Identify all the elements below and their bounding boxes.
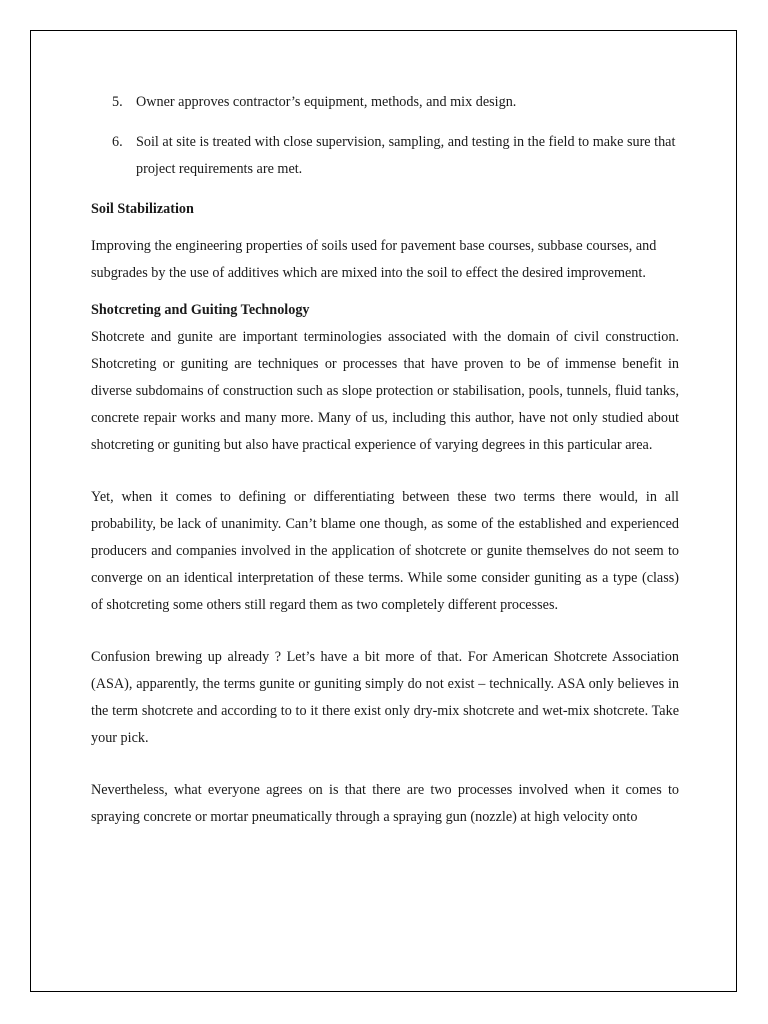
paragraph-shotcrete-intro: Shotcrete and gunite are important terminologies associated with the domain of civil construction. Shotcreting or guniting are techniques or processes that have proven to be of immense benefit in diverse subdomains of construction such as slope protection or stabilisation, pools, tunnels, fluid tanks, concrete repair works and many more. Many of us, including this author, have not only studied about shotcreting or guniting but also have practical experience of varying degrees in this particular area.	[91, 329, 679, 453]
paragraph-asa: Confusion brewing up already ? Let’s have a bit more of that. For American Shotcrete Association (ASA), apparently, the terms gunite or guniting simply do not exist – technically. ASA only believes in the term shotcrete and according to to it there exist only dry-mix shotcrete and wet-mix shotcrete. Take your pick.	[91, 649, 679, 746]
section-heading-shotcreting: Shotcreting and Guiting Technology	[91, 302, 310, 318]
list-item-text: Owner approves contractor’s equipment, methods, and mix design.	[136, 94, 517, 110]
list-item-number: 5.	[112, 94, 123, 110]
list-item	[91, 89, 679, 116]
paragraph-processes: Nevertheless, what everyone agrees on is that there are two processes involved when it comes to spraying concrete or mortar pneumatically through a spraying gun (nozzle) at high velocity onto	[91, 782, 679, 825]
list-item-text: Soil at site is treated with close supervision, sampling, and testing in the field to make sure that project requirements are met.	[136, 134, 676, 177]
paragraph-soil-stabilization: Improving the engineering properties of soils used for pavement base courses, subbase courses, and subgrades by the use of additives which are mixed into the soil to effect the desired improvement.	[91, 238, 657, 281]
section-heading-soil-stabilization: Soil Stabilization	[91, 201, 194, 217]
paragraph-terminology: Yet, when it comes to defining or differentiating between these two terms there would, in all probability, be lack of unanimity. Can’t blame one though, as some of the established and experienced producers and companies involved in the application of shotcrete or gunite themselves do not seem to converge on an identical interpretation of these terms. While some consider guniting as a type (class) of shotcreting some others still regard them as two completely different processes.	[91, 489, 679, 613]
list-item	[91, 129, 679, 183]
list-item-number: 6.	[112, 134, 123, 150]
document-body	[91, 89, 679, 831]
